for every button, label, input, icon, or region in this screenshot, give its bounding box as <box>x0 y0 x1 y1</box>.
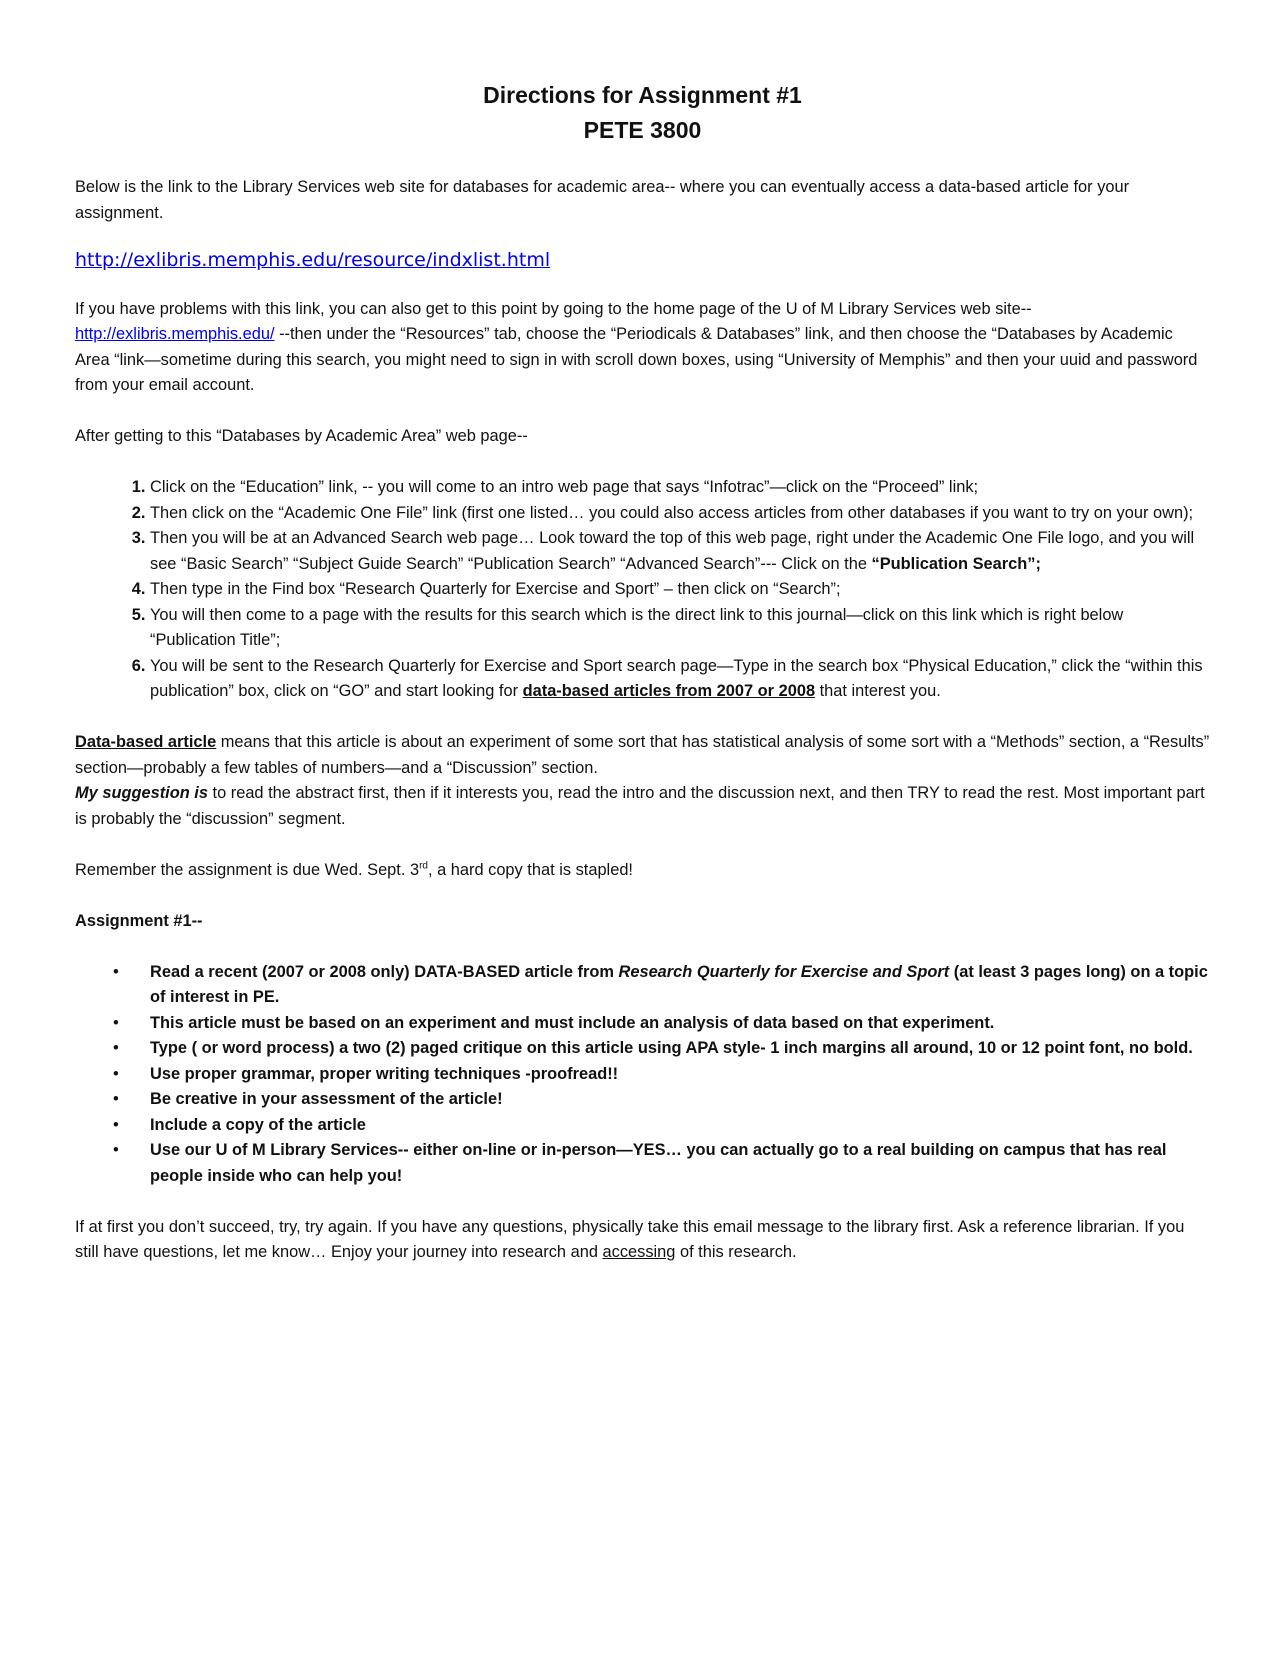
steps-list <box>75 475 1210 705</box>
closing-paragraph <box>75 1215 1210 1266</box>
lead: My suggestion is <box>75 784 208 802</box>
text: of this research. <box>675 1243 797 1261</box>
suggestion-paragraph <box>75 781 1210 832</box>
bullet-item: • Be creative in your assessment of the article! <box>150 1087 1210 1113</box>
text: Read a recent (2007 or 2008 only) DATA-BASED article from <box>150 962 619 981</box>
database-list-link[interactable]: http://exlibris.memphis.edu/resource/indxlist.html <box>75 249 551 271</box>
intro-paragraph: Below is the link to the Library Services web site for databases for academic area-- where you can eventually access a data-based article for your assignment. <box>75 178 1130 222</box>
course-code: PETE 3800 <box>583 117 702 143</box>
term: Data-based article <box>75 733 217 751</box>
due-date-reminder <box>75 858 1210 884</box>
text: If you have problems with this link, you can also get to this point by going to the home page of the U of M Library Services web site-- <box>75 299 1032 318</box>
emphasis-text: data-based articles from 2007 or 2008 <box>522 682 816 700</box>
text: that interest you. <box>815 682 941 700</box>
text: Remember the assignment is due Wed. Sept. 3 <box>75 860 420 879</box>
alt-access-paragraph <box>75 297 1210 399</box>
step-item: 2. Then click on the “Academic One File” link (first one listed… you could also access articles from other databases if you want to try on your own); <box>150 501 1210 527</box>
bullet-item: • Type ( or word process) a two (2) paged critique on this article using APA style- 1 inch margins all around, 10 or 12 point font, no bold. <box>150 1036 1210 1062</box>
step-item: 4. Then type in the Find box “Research Quarterly for Exercise and Sport” – then click on “Search”; <box>150 577 1210 603</box>
underlined-text: accessing <box>602 1243 676 1261</box>
text: to read the abstract first, then if it interests you, read the intro and the discussion next, and then TRY to read the rest. Most important part is probably the “discussion” segment. <box>75 784 1205 828</box>
bold-text: “Publication Search”; <box>871 554 1041 573</box>
bullet-item <box>150 960 1210 1011</box>
bullet-item: • Use proper grammar, proper writing techniques -proofread!! <box>150 1062 1210 1088</box>
text: (at least 3 pages long) on a topic of interest in PE. <box>150 962 1208 1006</box>
bullet-item: • Include a copy of the article <box>150 1113 1210 1139</box>
text: If at first you don’t succeed, try, try again. If you have any questions, physically take this email message to the library first. Ask a reference librarian. If you still have questions, let me know… Enjoy your journey into research and <box>75 1217 1185 1261</box>
text: Then you will be at an Advanced Search web page… Look toward the top of this web page, right under the Academic One File logo, and you will see “Basic Search” “Subject Guide Search” “Publication Search” “Advanced Search”--- Click on the <box>150 529 1195 573</box>
text: --then under the “Resources” tab, choose the “Periodicals & Databases” link, and then choose the “Databases by Academic Area “link—sometime during this search, you might need to sign in with scroll down boxes, using “University of Memphis” and then your uuid and password from your email account. <box>75 325 1198 394</box>
step-item: 1. Click on the “Education” link, -- you will come to an intro web page that says “Infotrac”—click on the “Proceed” link; <box>150 475 1210 501</box>
text: means that this article is about an experiment of some sort that has statistical analysis of some sort with a “Methods” section, a “Results” section—probably a few tables of numbers—and a “Discussion” section. <box>75 733 1210 777</box>
text: You will be sent to the Research Quarterly for Exercise and Sport search page—Type in the search box “Physical Education,” click the “within this publication” box, click on “GO” and start looking for <box>150 656 1203 700</box>
step-item: 5. You will then come to a page with the results for this search which is the direct link to this journal—click on this link which is right below “Publication Title”; <box>150 603 1210 654</box>
assignment-heading: Assignment #1-- <box>75 911 203 930</box>
library-home-link[interactable]: http://exlibris.memphis.edu/ <box>75 325 275 343</box>
superscript: rd <box>419 860 428 872</box>
document-page <box>75 0 1210 1266</box>
step-item <box>150 654 1210 705</box>
text: , a hard copy that is stapled! <box>427 860 633 879</box>
after-getting-text: After getting to this “Databases by Academic Area” web page-- <box>75 427 528 445</box>
bullet-item: • This article must be based on an experiment and must include an analysis of data based on that experiment. <box>150 1011 1210 1037</box>
data-based-definition <box>75 730 1210 781</box>
title-line: Directions for Assignment #1 <box>483 82 802 108</box>
document-title <box>75 78 1210 148</box>
step-item <box>150 526 1210 577</box>
assignment-bullets <box>75 960 1210 1190</box>
bullet-item: • Use our U of M Library Services-- either on-line or in-person—YES… you can actually go to a real building on campus that has real people inside who can help you! <box>150 1138 1210 1189</box>
journal-title: Research Quarterly for Exercise and Sport <box>618 962 950 981</box>
